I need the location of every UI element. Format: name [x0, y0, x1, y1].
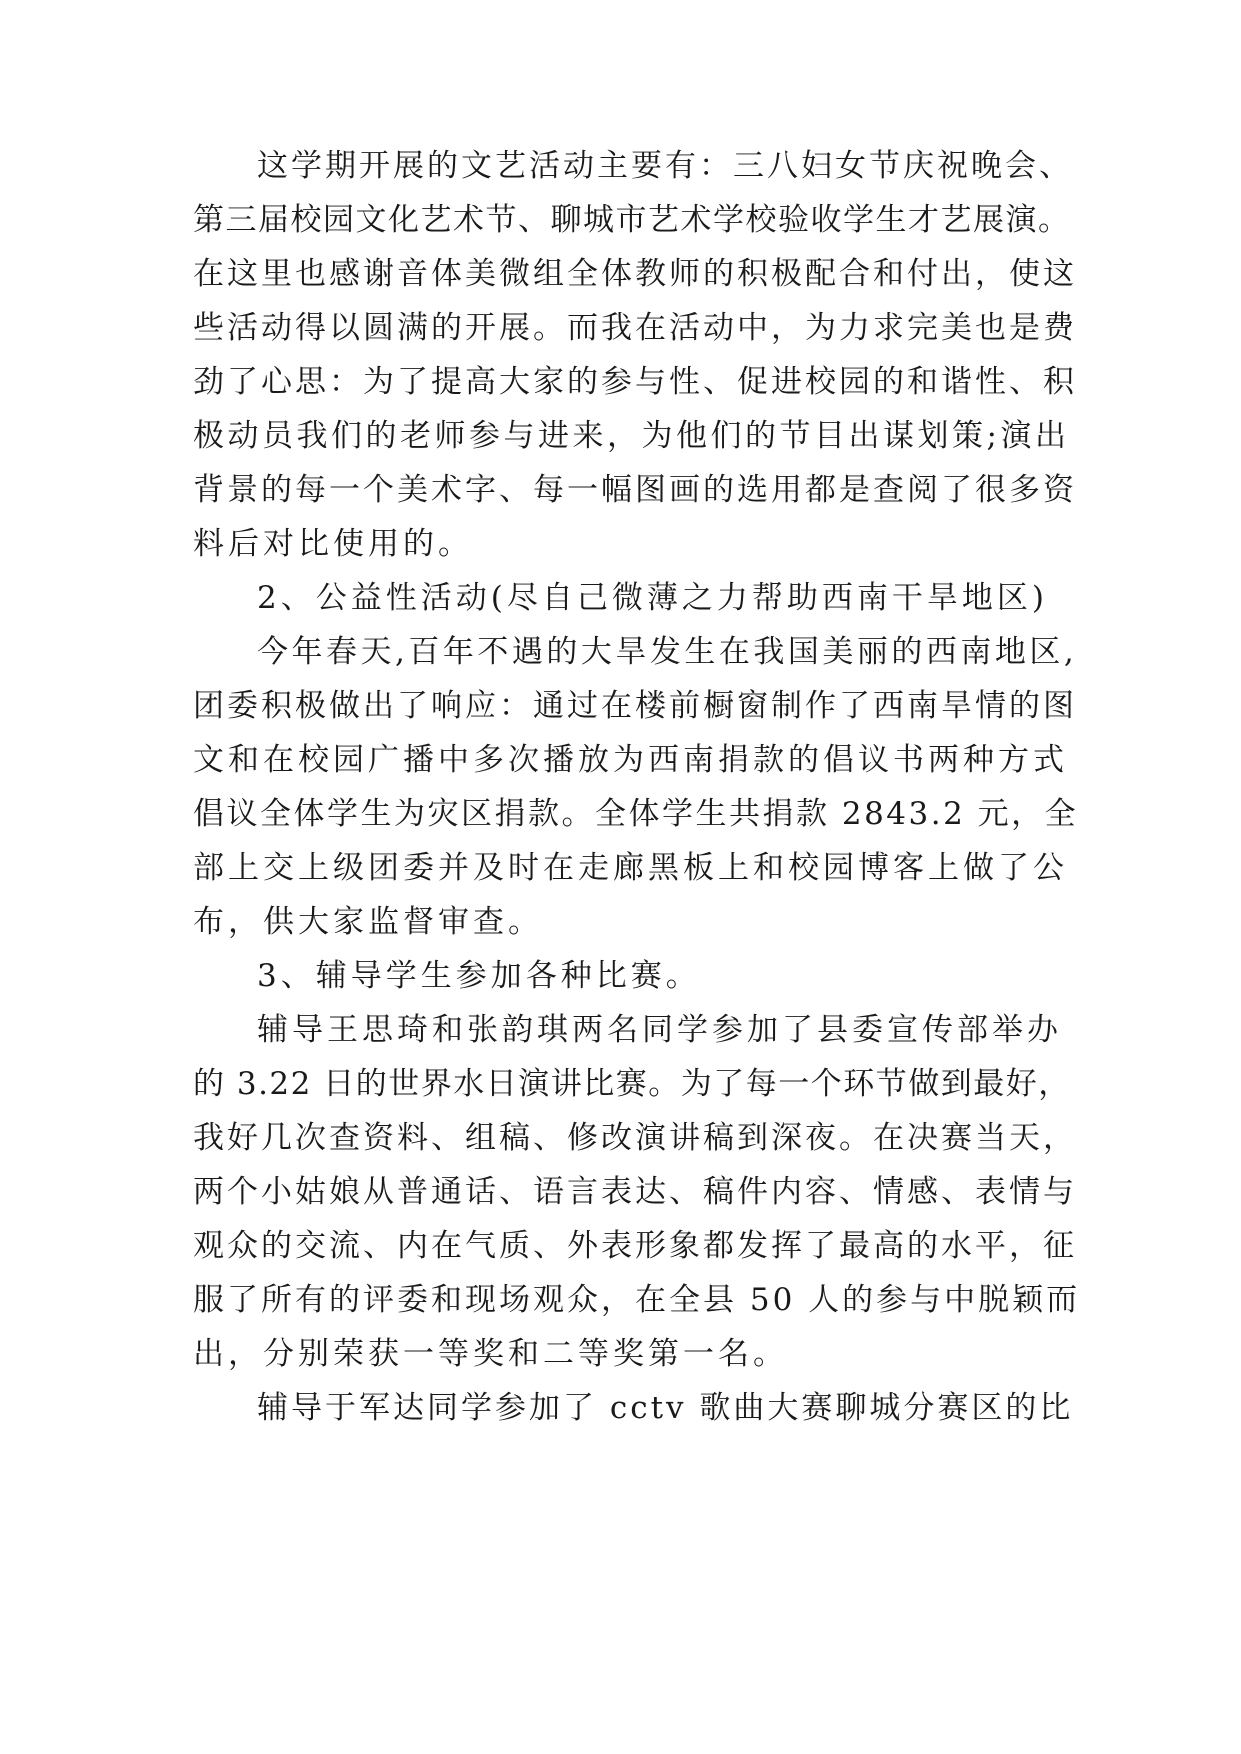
text-line: 背景的每一个美术字、每一幅图画的选用都是查阅了很多资	[193, 472, 1077, 508]
text-line: 的 3.22 日的世界水日演讲比赛。为了每一个环节做到最好，	[193, 1066, 1071, 1102]
text-line: 倡议全体学生为灾区捐款。全体学生共捐款 2843.2 元，全	[193, 796, 1079, 832]
text-line: 劲了心思：为了提高大家的参与性、促进校园的和谐性、积	[193, 364, 1077, 400]
text-line: 第三届校园文化艺术节、聊城市艺术学校验收学生才艺展演。	[193, 202, 1071, 238]
text-line: 料后对比使用的。	[193, 526, 473, 562]
text-line: 辅导王思琦和张韵琪两名同学参加了县委宣传部举办	[257, 1012, 1062, 1048]
text-line: 今年春天,百年不遇的大旱发生在我国美丽的西南地区,	[257, 634, 1078, 670]
text-line: 在这里也感谢音体美微组全体教师的积极配合和付出，使这	[193, 256, 1077, 292]
section-heading: 3、辅导学生参加各种比赛。	[257, 958, 701, 994]
text-line: 这学期开展的文艺活动主要有：三八妇女节庆祝晚会、	[257, 148, 1073, 184]
text-line: 两个小姑娘从普通话、语言表达、稿件内容、情感、表情与	[193, 1174, 1077, 1210]
text-line: 布，供大家监督审查。	[193, 904, 543, 940]
text-line: 部上交上级团委并及时在走廊黑板上和校园博客上做了公	[193, 850, 1068, 886]
section-heading: 2、公益性活动(尽自己微薄之力帮助西南干旱地区)	[257, 580, 1048, 616]
text-line: 些活动得以圆满的开展。而我在活动中，为力求完美也是费	[193, 310, 1077, 346]
text-line: 辅导于军达同学参加了 cctv 歌曲大赛聊城分赛区的比	[257, 1390, 1074, 1426]
text-line: 服了所有的评委和现场观众，在全县 50 人的参与中脱颖而	[193, 1282, 1081, 1318]
text-line: 团委积极做出了响应：通过在楼前橱窗制作了西南旱情的图	[193, 688, 1077, 724]
text-line: 极动员我们的老师参与进来，为他们的节目出谋划策;演出	[193, 418, 1070, 454]
text-line: 我好几次查资料、组稿、修改演讲稿到深夜。在决赛当天，	[193, 1120, 1077, 1156]
text-line: 出，分别荣获一等奖和二等奖第一名。	[193, 1336, 788, 1372]
text-line: 观众的交流、内在气质、外表形象都发挥了最高的水平，征	[193, 1228, 1077, 1264]
text-line: 文和在校园广播中多次播放为西南捐款的倡议书两种方式	[193, 742, 1068, 778]
